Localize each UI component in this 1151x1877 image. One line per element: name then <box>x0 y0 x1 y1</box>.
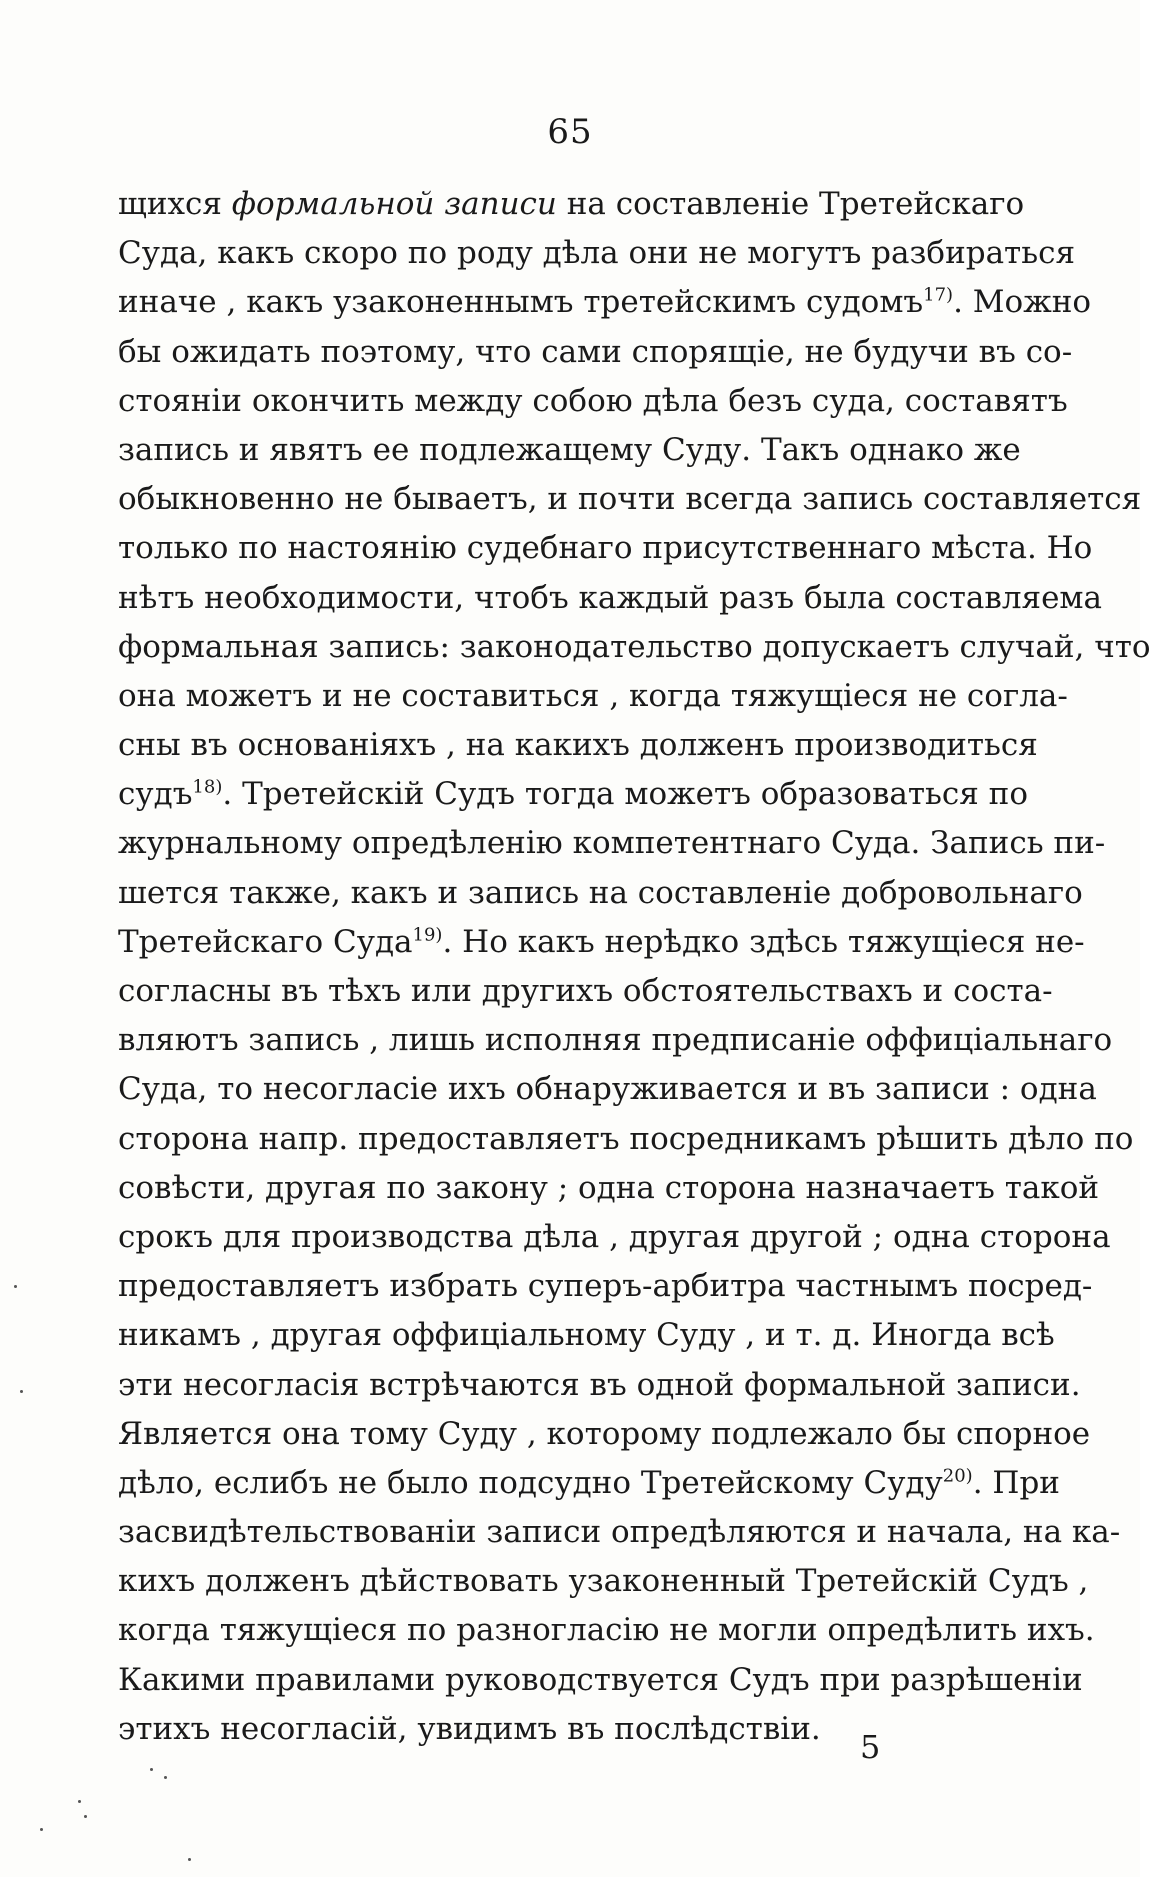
text-run: когда тяжущіеся по разногласію не могли опредѣлить ихъ. <box>118 1612 1095 1649</box>
text-line <box>118 1311 1055 1360</box>
text-run: Является она тому Суду , которому подлежало бы спорное <box>118 1415 1091 1452</box>
text-line <box>118 180 1025 229</box>
text-line <box>118 229 1076 278</box>
text-run: запись и явятъ ее подлежащему Суду. Такъ однако же <box>118 431 1021 468</box>
text-line <box>118 1164 1100 1213</box>
text-line <box>118 1656 1083 1705</box>
text-run: она можетъ и не составиться , когда тяжущіеся не согла- <box>118 677 1068 714</box>
emphasized-text: формальной записи <box>231 186 557 222</box>
text-run: эти несогласія встрѣчаются въ одной формальной записи. <box>118 1366 1081 1403</box>
text-line <box>118 1410 1091 1459</box>
text-run: этихъ несогласій, увидимъ въ послѣдствіи. <box>118 1710 821 1747</box>
text-line <box>118 524 1093 573</box>
text-run: на составленіе Третейскаго <box>556 186 1025 222</box>
text-run: бы ожидать поэтому, что сами спорящіе, не будучи въ со- <box>118 333 1073 370</box>
text-run: сторона напр. предоставляетъ посредникамъ рѣшить дѣло по <box>118 1120 1134 1157</box>
text-run: шется также, какъ и запись на составленіе добровольнаго <box>118 874 1083 911</box>
text-run: сны въ основаніяхъ , на какихъ долженъ производиться <box>118 727 1038 764</box>
footnote-marker: 17) <box>923 285 954 307</box>
text-line <box>118 328 1073 377</box>
text-run: нѣтъ необходимости, чтобъ каждый разъ была составляема <box>118 579 1103 616</box>
text-run: Суда, то несогласіе ихъ обнаруживается и въ записи : одна <box>118 1071 1097 1108</box>
text-line <box>118 1508 1121 1557</box>
text-line <box>118 721 1038 770</box>
scan-speck <box>164 1776 167 1779</box>
scan-speck <box>150 1768 153 1771</box>
printer-signature-mark: 5 <box>860 1728 881 1766</box>
text-line <box>118 1361 1081 1410</box>
text-run: вляютъ запись , лишь исполняя предписаніе оффиціальнаго <box>118 1022 1113 1059</box>
text-line <box>118 1262 1093 1311</box>
text-run: кихъ долженъ дѣйствовать узаконенный Третейскій Судъ , <box>118 1563 1089 1600</box>
scan-speck <box>84 1815 87 1818</box>
text-run: Суда, какъ скоро по роду дѣла они не могутъ разбираться <box>118 235 1076 272</box>
text-run: срокъ для производства дѣла , другая другой ; одна сторона <box>118 1218 1111 1255</box>
text-run: . Можно <box>953 284 1092 321</box>
text-run: засвидѣтельствованіи записи опредѣляются и начала, на ка- <box>118 1514 1121 1551</box>
text-run: . Третейскій Судъ тогда можетъ образоваться по <box>222 776 1029 813</box>
text-line <box>118 1065 1097 1114</box>
text-line <box>118 475 1142 524</box>
text-line <box>118 623 1151 672</box>
text-line <box>118 770 1029 819</box>
footnote-marker: 18) <box>192 776 223 798</box>
text-line <box>118 377 1068 426</box>
text-line <box>118 1606 1095 1655</box>
text-run: совѣсти, другая по закону ; одна сторона назначаетъ такой <box>118 1169 1100 1206</box>
text-line <box>118 1115 1134 1164</box>
text-line <box>118 574 1103 623</box>
text-line <box>118 426 1021 475</box>
text-run: журнальному опредѣленію компетентнаго Суда. Запись пи- <box>118 825 1106 862</box>
text-run: только по настоянію судебнаго присутственнаго мѣста. Но <box>118 530 1093 567</box>
text-run: дѣло, еслибъ не было подсудно Третейскому Суду <box>118 1464 943 1501</box>
footnote-marker: 20) <box>942 1465 973 1487</box>
text-run: согласны въ тѣхъ или другихъ обстоятельствахъ и соста- <box>118 973 1053 1009</box>
text-line <box>118 1459 1060 1508</box>
footnote-marker: 19) <box>412 924 443 946</box>
text-run: . При <box>972 1464 1060 1501</box>
text-line <box>118 672 1068 721</box>
text-run: Третейскаго Суда <box>118 923 413 960</box>
text-line <box>118 278 1092 327</box>
scan-speck <box>188 1858 191 1861</box>
text-line <box>118 819 1106 868</box>
scan-speck <box>20 1390 23 1393</box>
text-line <box>118 869 1083 918</box>
scan-speck <box>14 1285 17 1288</box>
text-run: иначе , какъ узаконеннымъ третейскимъ судомъ <box>118 284 924 321</box>
text-run: обыкновенно не бываетъ, и почти всегда запись составляется <box>118 481 1142 518</box>
text-run: предоставляетъ избрать суперъ-арбитра частнымъ посред- <box>118 1268 1093 1305</box>
scan-speck <box>78 1800 81 1803</box>
text-run: никамъ , другая оффиціальному Суду , и т. д. Иногда всѣ <box>118 1317 1055 1354</box>
text-run: . Но какъ нерѣдко здѣсь тяжущіеся не- <box>442 923 1085 960</box>
text-line <box>118 1557 1089 1606</box>
text-line <box>118 1016 1113 1065</box>
text-run: стояніи окончить между собою дѣла безъ суда, составятъ <box>118 382 1068 419</box>
text-run: судъ <box>118 776 193 813</box>
text-run: Какими правилами руководствуется Судъ при разрѣшеніи <box>118 1661 1083 1698</box>
text-run: щихся <box>118 186 232 222</box>
text-line <box>118 1213 1111 1262</box>
text-run: формальная запись: законодательство допускаетъ случай, что <box>118 628 1151 665</box>
text-line <box>118 967 1053 1016</box>
body-paragraph <box>118 180 1151 1754</box>
page-number: 65 <box>547 112 593 152</box>
text-line <box>118 918 1085 967</box>
scan-speck <box>40 1828 43 1831</box>
